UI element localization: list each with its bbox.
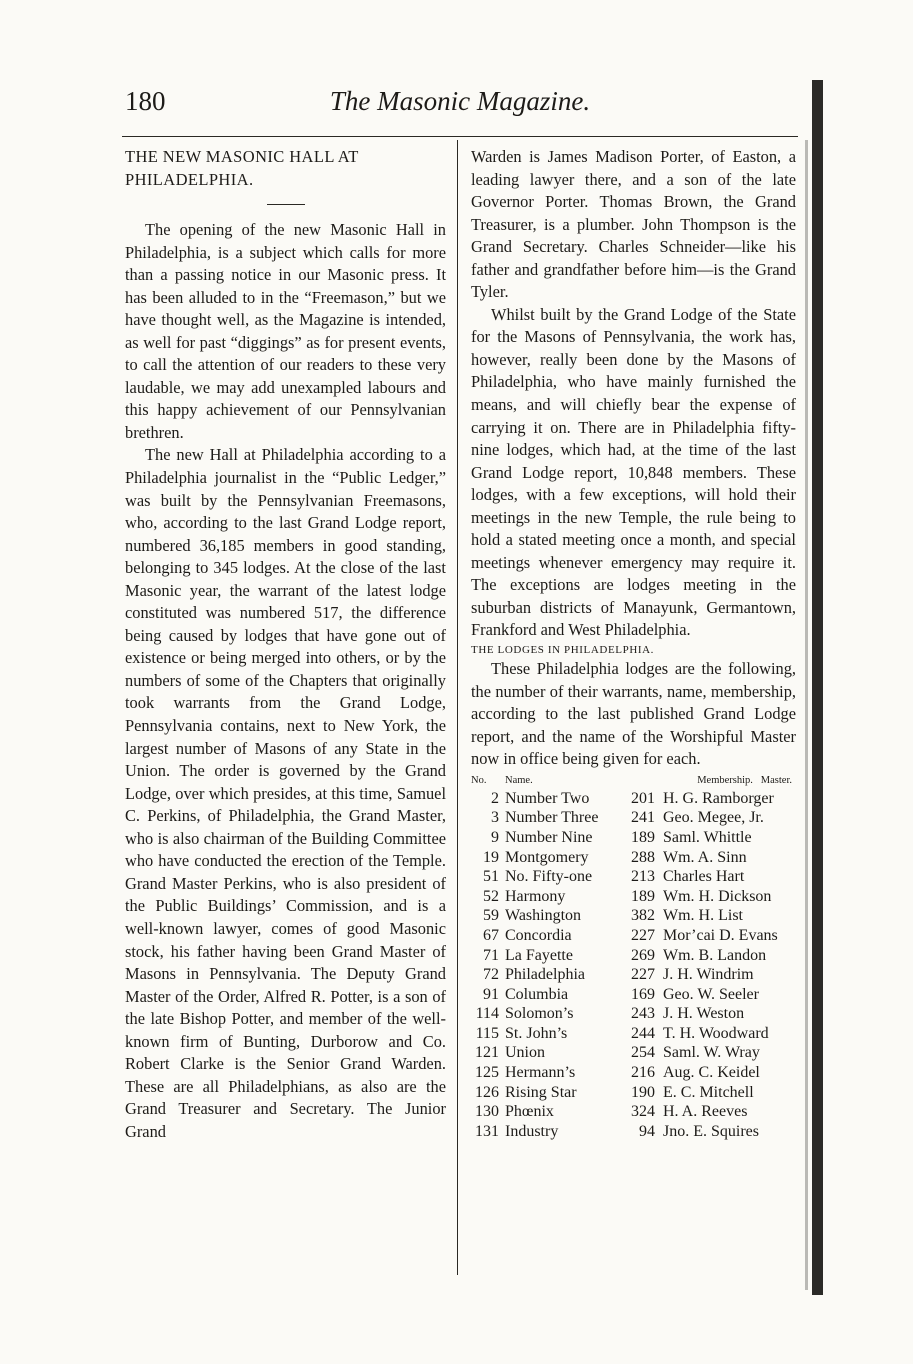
table-row (471, 965, 796, 985)
lodge-number: 9 (491, 828, 499, 846)
lodge-master: Geo. Megee, Jr. (663, 809, 764, 827)
lodge-table-body (471, 789, 796, 1142)
table-row (471, 1024, 796, 1044)
lodge-name: Union (505, 1044, 545, 1062)
lodge-name: Number Three (505, 809, 599, 827)
lodge-membership: 227 (631, 926, 655, 944)
lodge-number: 2 (491, 789, 499, 807)
lodge-number: 121 (475, 1044, 499, 1062)
lodge-number: 91 (483, 985, 499, 1003)
lodge-membership: 216 (631, 1064, 655, 1082)
lodge-membership: 213 (631, 868, 655, 886)
lodge-name: Concordia (505, 926, 572, 944)
table-row (471, 1083, 796, 1103)
article-title-line-2: PHILADELPHIA. (125, 169, 254, 189)
lodge-master: E. C. Mitchell (663, 1083, 754, 1101)
page-header (125, 86, 795, 126)
lodge-number: 126 (475, 1083, 499, 1101)
article-paragraph: The new Hall at Philadelphia according to a Philadelphia journalist in the “Public Ledger,” was built by the Pennsylvanian Freemasons, who, according to the last Grand Lodge report, numbered 36,185 members in good standing, belonging to 345 lodges. At the close of the last Masonic year, the warrant of the latest lodge constituted was numbered 517, the difference being caused by lodges that have gone out of existence or being merged into others, or by the numbers of some of the Chapters that originally took warrants from the Grand Lodge, Pennsylvania contains, next to New York, the largest number of Masons of any State in the Union. The order is governed by the Grand Lodge, over which presides, at this time, Samuel C. Perkins, of Philadelphia, the Grand Master, who is also chairman of the Building Committee who have conducted the erection of the Temple. Grand Master Perkins, who is also president of the Public Buildings’ Commission, and is a well-known lawyer, comes of good Masonic stock, his father having been Grand Master of Masons in Pennsylvania. The Deputy Grand Master of the Order, Alfred R. Potter, is a son of the late Bishop Potter, and member of the well-known firm of Bunting, Durborow and Co. Robert Clarke is the Senior Grand Warden. These are all Philadelphians, as also are the Grand Treasurer and Secretary. The Junior Grand (125, 445, 446, 1141)
table-row (471, 1122, 796, 1142)
lodge-master: Wm. H. Dickson (663, 887, 772, 905)
header-name: Name. (505, 774, 533, 786)
lodge-name: Rising Star (505, 1083, 577, 1101)
lodge-master: Jno. E. Squires (663, 1122, 759, 1140)
article-paragraph: The opening of the new Masonic Hall in Philadelphia, is a subject which calls for more than a passing notice in our Masonic press. It has been alluded to in the “Freemason,” but we have thought well, as the Magazine is intended, as well for past “diggings” as for present events, to call the attention of our readers to these very laudable, we may add unexampled labours and this happy achievement of our Pennsylvanian brethren. (125, 220, 446, 442)
lodge-membership: 189 (631, 887, 655, 905)
lodge-number: 72 (483, 966, 499, 984)
lodge-number: 3 (491, 809, 499, 827)
lodge-master: Wm. A. Sinn (663, 848, 747, 866)
page-gutter-shadow (805, 140, 808, 1290)
lodge-name: No. Fifty-one (505, 868, 593, 886)
lodge-membership: 169 (631, 985, 655, 1003)
right-column (471, 146, 796, 1141)
lodge-name: Harmony (505, 887, 566, 905)
lodge-table (471, 773, 796, 1142)
lodge-name: Washington (505, 907, 582, 925)
lodge-name: Number Nine (505, 828, 593, 846)
lodge-master: Saml. W. Wray (663, 1044, 760, 1062)
lodge-membership: 241 (631, 809, 655, 827)
lodge-membership: 244 (631, 1024, 655, 1042)
lodge-membership: 94 (639, 1122, 655, 1140)
lodge-number: 130 (475, 1103, 499, 1121)
lodge-number: 131 (475, 1122, 499, 1140)
lodge-number: 59 (483, 907, 499, 925)
lodge-name: Number Two (505, 789, 590, 807)
lodge-name: Solomon’s (505, 1005, 574, 1023)
lodge-number: 125 (475, 1064, 499, 1082)
lodge-membership: 201 (631, 789, 655, 807)
column-divider (457, 140, 458, 1275)
lodge-number: 19 (483, 848, 499, 866)
page-number: 180 (125, 86, 166, 116)
lodge-master: Mor’cai D. Evans (663, 926, 778, 944)
table-row (471, 789, 796, 809)
table-row (471, 985, 796, 1005)
lodge-membership: 254 (631, 1044, 655, 1062)
lodge-number: 114 (475, 1005, 499, 1023)
lodge-number: 115 (475, 1024, 499, 1042)
lodge-name: Philadelphia (505, 966, 585, 984)
article-title-line-1: THE NEW MASONIC HALL AT (125, 147, 359, 166)
lodge-number: 71 (483, 946, 499, 964)
table-row (471, 848, 796, 868)
lodge-master: Aug. C. Keidel (663, 1064, 760, 1082)
table-row (471, 1043, 796, 1063)
lodge-membership: 227 (631, 966, 655, 984)
table-row (471, 1102, 796, 1122)
table-row (471, 887, 796, 907)
article-paragraph: Warden is James Madison Porter, of Easton, a leading lawyer there, and a son of the late Governor Porter. Thomas Brown, the Grand Treasurer, is a plumber. John Thompson is the Grand Secretary. Charles Schneider—like his father and grandfather before him—is the Grand Tyler. (471, 147, 796, 302)
lodge-membership: 243 (631, 1005, 655, 1023)
header-no: No. (471, 774, 487, 786)
title-divider (267, 204, 305, 205)
lodge-master: H. A. Reeves (663, 1103, 748, 1121)
article-paragraph: Whilst built by the Grand Lodge of the State for the Masons of Pennsylvania, the work has, however, really been done by the Masons of Philadelphia, who have mainly furnished the means, and will chiefly bear the expense of carrying it on. There are in Philadelphia fifty-nine lodges, which had, at the time of the last Grand Lodge report, 10,848 members. These lodges, with a few exceptions, will hold their meetings in the new Temple, the rule being to hold a stated meeting once a month, and special meetings whenever emergency may require it. The exceptions are lodges meeting in the suburban districts of Manayunk, Germantown, Frankford and West Philadelphia. (471, 304, 796, 640)
lodge-number: 52 (483, 887, 499, 905)
lodge-master: Saml. Whittle (663, 828, 752, 846)
header-master: Master. (760, 774, 792, 786)
header-membership: Membership. (697, 774, 753, 786)
lodge-name: Columbia (505, 985, 569, 1003)
table-row (471, 946, 796, 966)
lodge-membership: 269 (631, 946, 655, 964)
table-row (471, 1004, 796, 1024)
lodge-master: H. G. Ramborger (663, 789, 774, 807)
lodge-name: Hermann’s (505, 1064, 576, 1082)
section-subheading: THE LODGES IN PHILADELPHIA. (471, 644, 655, 657)
lodge-name: Phœnix (505, 1103, 554, 1121)
left-column (125, 146, 446, 1143)
lodge-number: 67 (483, 926, 499, 944)
lodge-name: La Fayette (505, 946, 573, 964)
lodge-membership: 190 (631, 1083, 655, 1101)
lodge-name: Industry (505, 1122, 559, 1140)
table-row (471, 808, 796, 828)
lodge-membership: 324 (631, 1103, 655, 1121)
lodge-master: T. H. Woodward (663, 1024, 769, 1042)
lodge-master: Wm. H. List (663, 907, 743, 925)
table-row (471, 828, 796, 848)
lodge-membership: 382 (631, 907, 655, 925)
table-row (471, 906, 796, 926)
lodge-table-header (471, 773, 796, 789)
lodge-membership: 189 (631, 828, 655, 846)
lodge-master: J. H. Weston (663, 1005, 745, 1023)
header-membership-master (623, 773, 796, 789)
lodge-master: Geo. W. Seeler (663, 985, 759, 1003)
lodge-membership: 288 (631, 848, 655, 866)
running-title: The Masonic Magazine. (329, 86, 591, 116)
lodges-intro: These Philadelphia lodges are the following, the number of their warrants, name, membership, according to the last published Grand Lodge report, and the name of the Worshipful Master now in office being given for each. (471, 659, 796, 769)
lodge-master: Wm. B. Landon (663, 946, 767, 964)
lodge-name: St. John’s (505, 1024, 568, 1042)
lodge-master: J. H. Windrim (663, 966, 754, 984)
page-binding-edge (812, 80, 823, 1295)
table-row (471, 867, 796, 887)
header-rule (122, 136, 798, 137)
lodge-master: Charles Hart (663, 868, 745, 886)
lodge-number: 51 (483, 868, 499, 886)
table-row (471, 926, 796, 946)
table-row (471, 1063, 796, 1083)
lodge-name: Montgomery (505, 848, 589, 866)
